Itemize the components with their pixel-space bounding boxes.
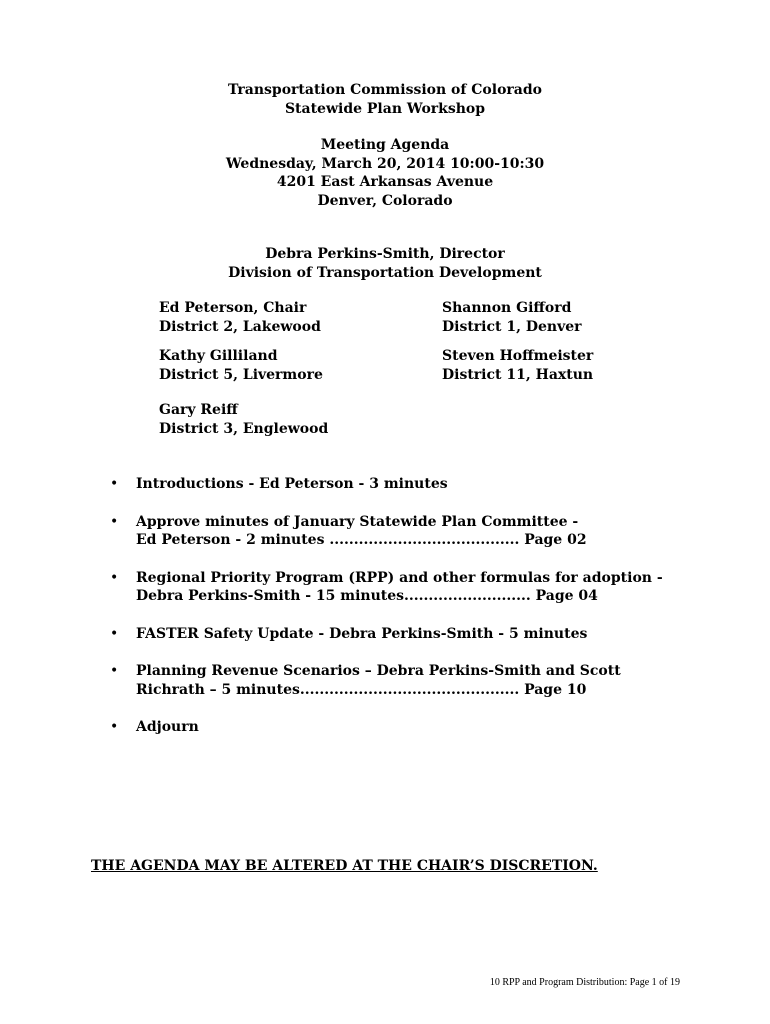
member-steven-hoffmeister bbox=[442, 347, 593, 385]
agenda-item-text: Planning Revenue Scenarios – Debra Perkins-Smith and Scott bbox=[136, 663, 621, 679]
member-district: District 11, Haxtun bbox=[442, 367, 594, 383]
event-name: Statewide Plan Workshop bbox=[284, 100, 486, 117]
agenda-item-text: Adjourn bbox=[136, 719, 199, 735]
division-name: Division of Transportation Development bbox=[228, 264, 542, 281]
member-kathy-gilliland bbox=[159, 347, 323, 385]
director-block bbox=[0, 245, 770, 282]
member-name: Steven Hoffmeister bbox=[442, 348, 594, 364]
agenda-item-text: Debra Perkins-Smith - 15 minutes.......................... Page 04 bbox=[136, 588, 598, 604]
director-name: Debra Perkins-Smith, Director bbox=[265, 246, 505, 262]
bullet-icon: • bbox=[110, 663, 119, 679]
org-name: Transportation Commission of Colorado bbox=[228, 82, 542, 98]
member-name: Shannon Gifford bbox=[442, 300, 572, 316]
meeting-city: Denver, Colorado bbox=[317, 192, 453, 209]
member-name: Kathy Gilliland bbox=[159, 348, 278, 364]
agenda-item-adjourn bbox=[110, 718, 670, 737]
member-ed-peterson bbox=[159, 299, 321, 337]
bullet-icon: • bbox=[110, 569, 119, 586]
member-shannon-gifford bbox=[442, 299, 582, 337]
bullet-icon: • bbox=[110, 625, 119, 642]
agenda-item-text: Regional Priority Program (RPP) and other formulas for adoption - bbox=[136, 569, 663, 586]
bullet-icon: • bbox=[110, 719, 119, 735]
agenda-item-revenue-scenarios bbox=[110, 662, 670, 699]
page-footer: 10 RPP and Program Distribution: Page 1 of 19 bbox=[489, 977, 680, 988]
doc-type: Meeting Agenda bbox=[320, 137, 450, 153]
member-district: District 1, Denver bbox=[442, 319, 582, 335]
agenda-item-approve-minutes bbox=[110, 513, 670, 550]
meeting-address: 4201 East Arkansas Avenue bbox=[276, 174, 494, 190]
member-name: Gary Reiff bbox=[159, 402, 238, 418]
agenda-item-text: Approve minutes of January Statewide Plan Committee - bbox=[136, 513, 579, 530]
agenda-item-text: FASTER Safety Update - Debra Perkins-Smith - 5 minutes bbox=[136, 625, 588, 642]
agenda-list bbox=[110, 475, 670, 737]
member-district: District 2, Lakewood bbox=[159, 319, 321, 335]
agenda-item-rpp bbox=[110, 569, 670, 606]
agenda-item-text: Ed Peterson - 2 minutes ....................................... Page 02 bbox=[136, 532, 587, 548]
agenda-item-faster-safety bbox=[110, 625, 670, 644]
bullet-icon: • bbox=[110, 513, 119, 530]
meeting-info bbox=[0, 136, 770, 210]
agenda-item-introductions bbox=[110, 475, 670, 494]
member-gary-reiff bbox=[159, 401, 328, 439]
meeting-datetime: Wednesday, March 20, 2014 10:00-10:30 bbox=[225, 155, 545, 172]
member-district: District 3, Englewood bbox=[159, 421, 329, 437]
bullet-icon: • bbox=[110, 476, 119, 492]
member-name: Ed Peterson, Chair bbox=[159, 300, 307, 316]
header-block bbox=[0, 81, 770, 118]
agenda-item-text: Introductions - Ed Peterson - 3 minutes bbox=[136, 476, 448, 492]
member-district: District 5, Livermore bbox=[159, 367, 323, 383]
chair-discretion-notice: THE AGENDA MAY BE ALTERED AT THE CHAIR’S DISCRETION. bbox=[91, 858, 598, 874]
agenda-item-text: Richrath – 5 minutes............................................. Page 10 bbox=[136, 681, 587, 698]
